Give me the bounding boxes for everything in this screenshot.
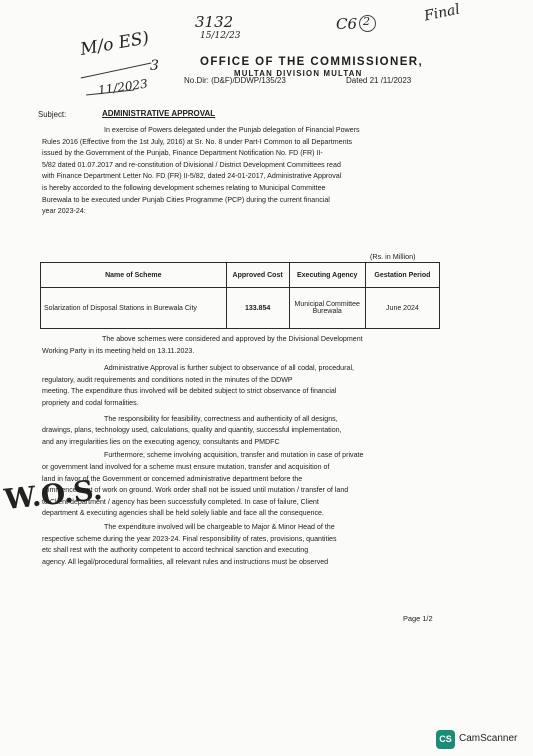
text-line: Burewala to be executed under Punjab Cities Programme (PCP) during the current financial <box>42 195 330 204</box>
handwritten-left-note-3: 11/2023 <box>97 76 149 98</box>
handwritten-margin-note: W.O.S. <box>2 472 104 517</box>
handwritten-code: C6 <box>336 15 358 33</box>
text-line: land in favor of the Government or concerned administrative department before the <box>42 474 303 483</box>
text-line: Rules 2016 (Effective from the 1st July, 2016) at Sr. No. 8 under Part-I Common to all Departments <box>42 137 353 146</box>
text-line: 5/82 dated 01.07.2017 and re-constitution of Divisional / District Development Committees read <box>42 160 341 169</box>
gestation-period-cell: June 2024 <box>365 288 439 329</box>
intro-paragraph <box>42 125 360 218</box>
division-title: MULTAN DIVISION MULTAN <box>234 69 363 78</box>
text-line: meeting. The expenditure thus involved will be debited subject to strict observance of financial <box>42 387 337 396</box>
handwritten-diary-date: 15/12/23 <box>200 31 241 41</box>
text-line: commencement of work on ground. Work order shall not be issued until mutation / transfer of land <box>42 486 349 495</box>
text-line: respective scheme during the year 2023-24. Final responsibility of rates, provisions, quantities <box>42 534 337 543</box>
text-line: In exercise of Powers delegated under the Punjab delegation of Financial Powers <box>104 126 360 134</box>
column-header: Executing Agency <box>289 263 365 288</box>
letter-date: Dated 21 /11/2023 <box>346 76 412 85</box>
text-line: with Finance Department Letter No. FD (FR) II-5/82, dated 24-01-2017, Administrative Approval <box>42 172 342 181</box>
column-header: Approved Cost <box>226 263 289 288</box>
handwritten-left-note: M/o ES) <box>78 28 151 60</box>
scheme-table <box>40 262 440 329</box>
signature-stroke <box>81 63 152 79</box>
text-line: drawings, plans, technology used, calculations, quality and quantity, successful implementation, <box>42 426 342 435</box>
page-number: Page 1/2 <box>403 614 433 623</box>
column-header: Gestation Period <box>365 263 439 288</box>
text-line: to Client department / agency has been successfully completed. In case of failure, Client <box>42 497 319 506</box>
camscanner-watermark: CamScanner <box>459 733 518 744</box>
office-title: OFFICE OF THE COMMISSIONER, <box>200 56 424 68</box>
scheme-name-cell: Solarization of Disposal Stations in Burewala City <box>41 288 227 329</box>
text-line: propriety and codal formalities. <box>42 398 139 407</box>
text-line: agency. All legal/procedural formalities, all relevant rules and instructions must be observed <box>42 557 329 566</box>
text-line: year 2023-24: <box>42 207 86 216</box>
text-line: Furthermore, scheme involving acquisition, transfer and mutation in case of private <box>104 451 364 460</box>
column-header: Name of Scheme <box>41 263 227 288</box>
executing-agency-cell: Municipal Committee Burewala <box>289 288 365 329</box>
table-row <box>41 288 440 329</box>
table-unit-label: (Rs. in Million) <box>370 252 416 261</box>
handwritten-final-note: Final <box>422 1 462 25</box>
text-line: is hereby accorded to the following development schemes relating to Municipal Committee <box>42 183 326 192</box>
text-line: The above schemes were considered and approved by the Divisional Development <box>102 335 363 343</box>
approved-cost-cell: 133.854 <box>226 288 289 329</box>
handwritten-diary-number: 3132 <box>195 13 234 31</box>
body-paragraphs <box>42 334 363 568</box>
text-line: Working Party in its meeting held on 13.11.2023. <box>42 346 195 355</box>
table-header-row <box>41 263 440 288</box>
text-line: regulatory, audit requirements and conditions noted in the minutes of the DDWP <box>42 375 293 384</box>
text-line: and any irregularities lies on the executing agency, consultants and PMDFC <box>42 437 280 446</box>
text-line: Administrative Approval is further subject to observance of all codal, procedural, <box>104 364 354 373</box>
subject-label: Subject: <box>38 110 67 119</box>
circled-number: 2 <box>363 15 370 28</box>
text-line: or government land involved for a scheme must ensure mutation, transfer and acquisition of <box>42 462 330 471</box>
text-line: issued by the Government of the Punjab, Finance Department Notification No. FD (FR) II- <box>42 149 323 158</box>
camscanner-logo-icon: CS <box>436 730 455 749</box>
subject-text: ADMINISTRATIVE APPROVAL <box>102 109 216 118</box>
text-line: etc shall rest with the authority competent to accord technical sanction and executing <box>42 546 309 555</box>
text-line: The responsibility for feasibility, correctness and authenticity of all designs, <box>104 414 338 423</box>
reference-number: No.Dir: (D&F)/DDWP/135/23 <box>184 76 286 85</box>
text-line: department & executing agencies shall be held solely liable and face all the consequence. <box>42 509 324 518</box>
handwritten-left-note-2: 3 <box>150 58 159 74</box>
text-line: The expenditure involved will be chargeable to Major & Minor Head of the <box>104 522 335 531</box>
